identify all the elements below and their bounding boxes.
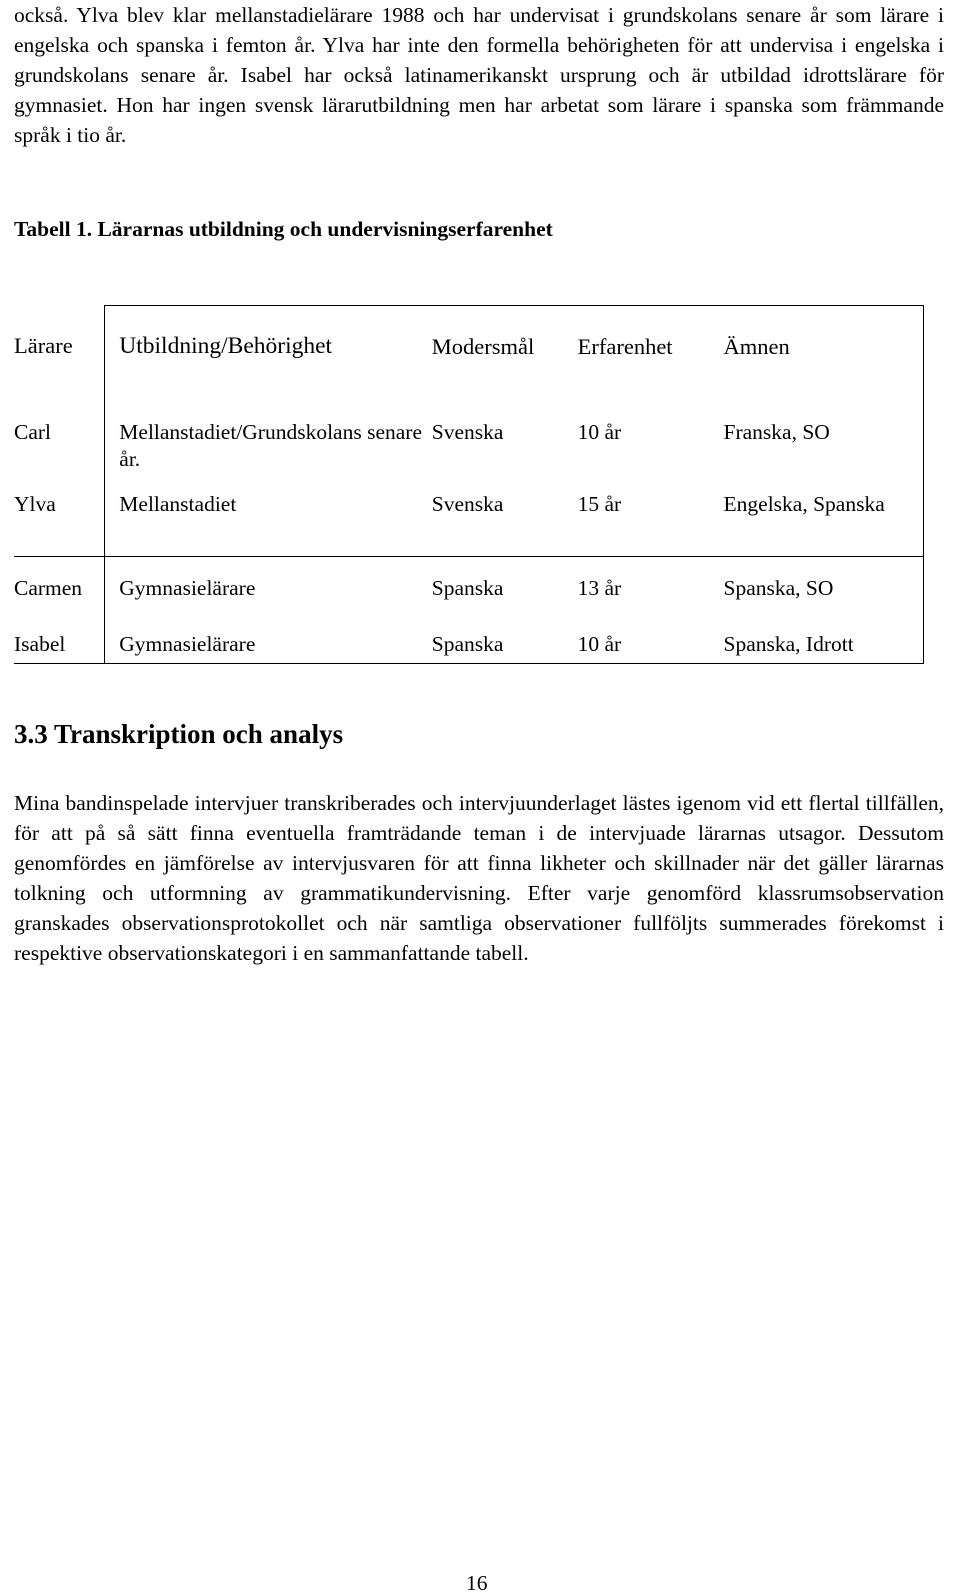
- cell-experience: 15 år: [578, 473, 724, 557]
- cell-native-language: Spanska: [432, 617, 578, 664]
- table-caption: Tabell 1. Lärarnas utbildning och undervisningserfarenhet: [14, 217, 553, 241]
- cell-education: Gymnasielärare: [105, 617, 432, 664]
- header-teacher: Lärare: [14, 306, 105, 387]
- table-row: [14, 386, 924, 473]
- intro-paragraph: också. Ylva blev klar mellanstadielärare 1988 och har undervisat i grundskolans senare år som lärare i engelska och spanska i femton år. Ylva har inte den formella behörigheten för att undervisa i engelska i grundskolans senare år. Isabel har också latinamerikanskt ursprung och är utbildad idrottslärare för gymnasiet. Hon har ingen svensk lärarutbildning men har arbetat som lärare i spanska som främmande språk i tio år.: [14, 3, 944, 147]
- cell-education: Gymnasielärare: [105, 557, 432, 618]
- document-page: [14, 0, 944, 1596]
- page-number: 16: [466, 1571, 488, 1595]
- cell-teacher: Carl: [14, 386, 105, 473]
- header-subjects: Ämnen: [724, 306, 924, 387]
- cell-education: Mellanstadiet: [105, 473, 432, 557]
- header-experience: Erfarenhet: [578, 306, 724, 387]
- section-paragraph: Mina bandinspelade intervjuer transkriberades och intervjuunderlaget lästes igenom vid ett flertal tillfällen, för att på så sätt finna eventuella framträdande teman i de intervjuade lärarnas utsagor. Dessutom genomfördes en jämförelse av intervjusvaren för att finna likheter och skillnader när det gäller lärarnas tolkning och utformning av grammatikundervisning. Efter varje genomförd klassrumsobservation granskades observationsprotokollet och när samtliga observationer fullföljts summerades förekomst i respektive observationskategori i en sammanfattande tabell.: [14, 791, 944, 965]
- teacher-table: [14, 305, 924, 664]
- table-row: [14, 473, 924, 557]
- table-row: [14, 557, 924, 618]
- header-education: Utbildning/Behörighet: [105, 306, 432, 387]
- cell-native-language: Spanska: [431, 576, 504, 600]
- cell-subjects: Spanska, SO: [724, 557, 924, 618]
- cell-teacher: Isabel: [14, 617, 105, 664]
- table-row: [14, 617, 924, 664]
- cell-education: Mellanstadiet/Grundskolans senare år.: [105, 386, 432, 473]
- cell-subjects: Engelska, Spanska: [724, 473, 924, 557]
- section-heading: 3.3 Transkription och analys: [14, 719, 344, 749]
- cell-native-language: Svenska: [432, 473, 578, 557]
- table-header-row: [14, 306, 924, 387]
- cell-teacher: Ylva: [14, 473, 105, 557]
- header-native-language: Modersmål: [432, 306, 578, 387]
- cell-experience: 10 år: [577, 420, 622, 444]
- cell-native-language: Svenska: [431, 420, 504, 444]
- cell-subjects: Spanska, Idrott: [724, 617, 924, 664]
- cell-experience: 13 år: [577, 576, 622, 600]
- cell-teacher: Carmen: [14, 557, 105, 618]
- cell-experience: 10 år: [578, 617, 724, 664]
- cell-subjects: Franska, SO: [724, 386, 924, 473]
